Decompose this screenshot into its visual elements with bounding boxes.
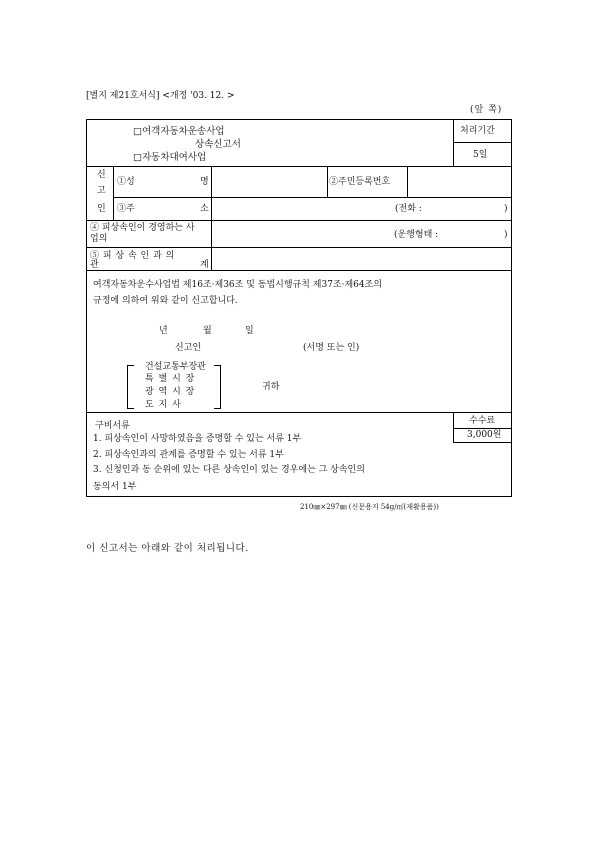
business-type-option-rental[interactable]: □자동차대여사업 (133, 152, 207, 163)
form-title: 상속신고서 (195, 139, 241, 150)
business-label-cont: 업의 (90, 234, 108, 244)
declaration-line-1: 여객자동차운수사업법 제16조·제36조 및 동법시행규칙 제37조·제64조의 (93, 280, 383, 290)
honorific: 귀하 (262, 382, 280, 392)
signature-field[interactable]: (서명 또는 인) (303, 343, 360, 353)
recipient-3: 광 역 시 장 (145, 387, 196, 397)
recipient-bracket-left (127, 365, 134, 409)
name-label: ①성 (117, 177, 135, 187)
relation-label: ⑤ 피 상 속 인 과 의 (90, 251, 175, 261)
business-type-option-passenger[interactable]: □여객자동차운송사업 (133, 126, 225, 137)
declaration-line-2: 규정에 의하여 위와 같이 신고합니다. (93, 296, 238, 306)
business-label: ④ 피상속인이 경영하는 사 (90, 223, 195, 233)
operation-type-field[interactable]: (운행형태 : (394, 230, 439, 240)
phone-close: ) (504, 204, 508, 214)
processing-period-label: 처리기간 (460, 126, 495, 136)
document-item: 동의서 1부 (93, 482, 137, 492)
date-month-label: 월 (203, 326, 212, 336)
processing-note: 이 신고서는 아래와 같이 처리됩니다. (86, 543, 249, 554)
recipient-1: 건설교통부장관 (145, 362, 206, 372)
operation-close: ) (504, 230, 508, 240)
fee-value: 3,000원 (467, 430, 502, 440)
document-item: 2. 피상속인과의 관계를 증명할 수 있는 서류 1부 (93, 450, 284, 460)
form-number: [별지 제21호서식] <개정 '03. 12. > (86, 91, 235, 101)
processing-period-value: 5일 (473, 150, 488, 160)
address-label-suffix: 소 (200, 204, 209, 214)
report-form (86, 119, 512, 497)
recipient-bracket-right (214, 365, 221, 409)
phone-field[interactable]: (전화 : (395, 204, 422, 214)
fee-label: 수수료 (469, 416, 496, 426)
applicant-label-3: 인 (97, 204, 106, 214)
applicant-label-1: 신 (97, 170, 106, 180)
applicant-sign-label: 신고인 (175, 343, 202, 353)
name-label-suffix: 명 (200, 177, 209, 187)
applicant-label-2: 고 (97, 186, 106, 196)
resident-number-label: ②주민등록번호 (329, 177, 391, 187)
relation-label-cont: 관 (90, 260, 99, 270)
document-item: 1. 피상속인이 사망하였음을 증명할 수 있는 서류 1부 (93, 434, 302, 444)
recipient-4: 도 지 사 (145, 400, 182, 410)
recipient-2: 특 별 시 장 (145, 374, 196, 384)
date-day-label: 일 (245, 326, 254, 336)
address-label: ③주 (117, 204, 135, 214)
relation-label-suffix: 계 (200, 260, 209, 270)
documents-title: 구비서류 (95, 421, 130, 431)
date-year-label: 년 (159, 326, 168, 336)
document-item: 3. 신청인과 동 순위에 있는 다른 상속인이 있는 경우에는 그 상속인의 (93, 465, 365, 475)
paper-spec-note: 210㎜×297㎜ (신문용지 54g/㎡(재활용품)) (300, 503, 439, 511)
page-side-label: (앞 쪽) (470, 105, 503, 115)
